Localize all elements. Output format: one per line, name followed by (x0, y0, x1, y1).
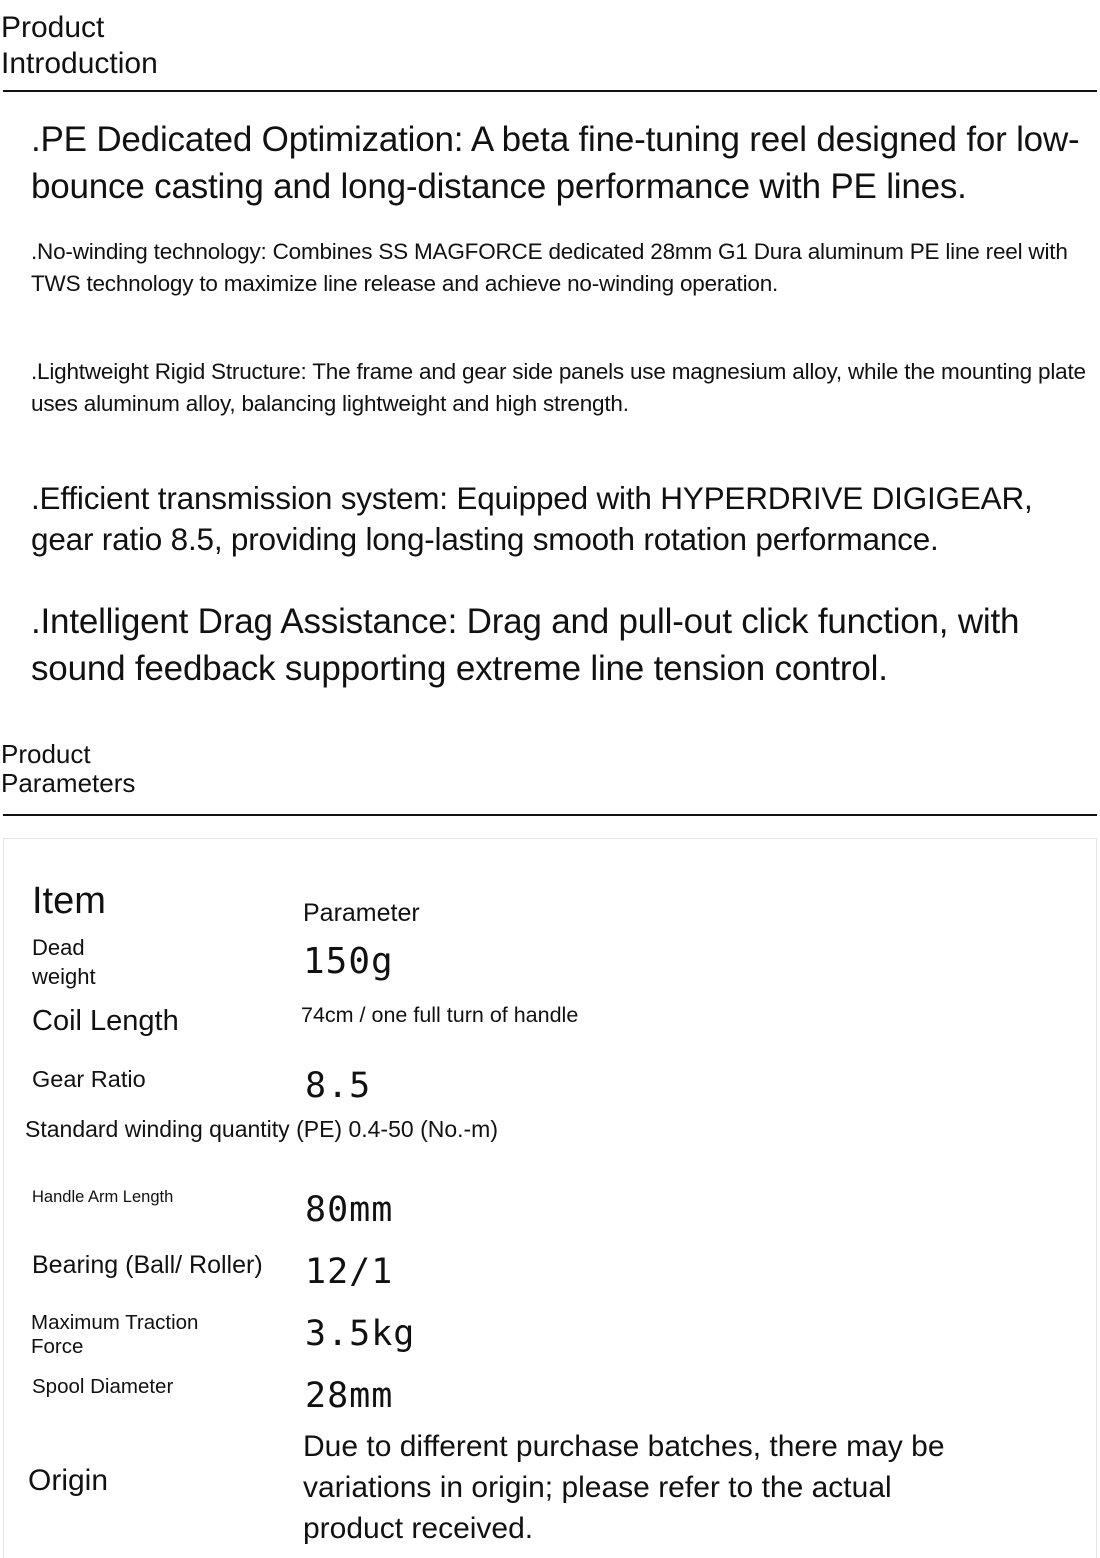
label-dead-weight: Dead weight (32, 935, 96, 989)
feature-no-winding: .No-winding technology: Combines SS MAGFORCE dedicated 28mm G1 Dura aluminum PE line reel with TWS technology to maximize line release and achieve no-winding operation. (31, 239, 1068, 296)
params-section-title: Product Parameters (1, 739, 136, 798)
value-handle-arm-length: 80mm (305, 1190, 394, 1230)
header-parameter: Parameter (303, 899, 420, 927)
value-dead-weight: 150g (303, 941, 394, 982)
intro-section-title: Product Introduction (1, 11, 158, 80)
value-origin: Due to different purchase batches, there may be variations in origin; please refer to the actual product received. (303, 1430, 945, 1545)
label-origin: Origin (28, 1464, 109, 1497)
label-gear-ratio: Gear Ratio (32, 1066, 146, 1092)
params-divider (3, 814, 1097, 816)
label-handle-arm-length: Handle Arm Length (32, 1188, 174, 1206)
header-item: Item (32, 880, 106, 922)
value-gear-ratio: 8.5 (305, 1066, 372, 1106)
label-coil-length: Coil Length (32, 1005, 179, 1037)
value-spool-diameter: 28mm (305, 1376, 394, 1416)
value-maximum-traction-force: 3.5kg (305, 1314, 416, 1354)
intro-divider (3, 90, 1097, 92)
value-bearing: 12/1 (305, 1252, 394, 1292)
feature-drag-assistance: .Intelligent Drag Assistance: Drag and pull-out click function, with sound feedback supporting extreme line tension control. (31, 602, 1020, 688)
feature-transmission-system: .Efficient transmission system: Equipped with HYPERDRIVE DIGIGEAR, gear ratio 8.5, providing long-lasting smooth rotation performance. (31, 480, 1033, 557)
label-standard-winding-quantity: Standard winding quantity (PE) 0.4-50 (No.-m) (25, 1116, 498, 1142)
feature-lightweight-structure: .Lightweight Rigid Structure: The frame and gear side panels use magnesium alloy, while the mounting plate uses aluminum alloy, balancing lightweight and high strength. (31, 359, 1086, 416)
value-coil-length: 74cm / one full turn of handle (301, 1003, 579, 1027)
label-maximum-traction-force: Maximum Traction Force (31, 1311, 199, 1358)
label-spool-diameter: Spool Diameter (32, 1375, 174, 1398)
label-bearing: Bearing (Ball/ Roller) (32, 1251, 263, 1279)
feature-pe-optimization: .PE Dedicated Optimization: A beta fine-tuning reel designed for low-bounce casting and long-distance performance with PE lines. (31, 120, 1080, 206)
